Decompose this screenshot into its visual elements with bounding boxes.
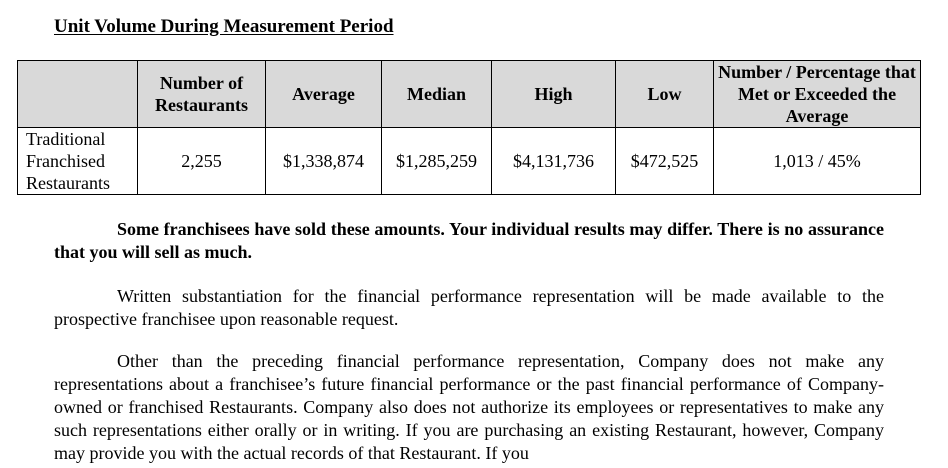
table-row <box>18 128 921 195</box>
unit-volume-table <box>17 60 921 195</box>
substantiation-paragraph <box>54 285 884 331</box>
cell-high: $4,131,736 <box>492 128 616 195</box>
disclaimer-paragraph <box>54 218 884 264</box>
cell-number-percentage: 1,013 / 45% <box>714 128 921 195</box>
cell-number-of-restaurants: 2,255 <box>138 128 266 195</box>
row-label: Traditional Franchised Restaurants <box>18 128 138 195</box>
header-average: Average <box>266 61 382 128</box>
section-heading: Unit Volume During Measurement Period <box>54 16 394 37</box>
header-number-percentage: Number / Percentage that Met or Exceeded the Average <box>714 61 921 128</box>
other-representations-paragraph <box>54 350 884 465</box>
cell-low: $472,525 <box>616 128 714 195</box>
header-cell-blank <box>18 61 138 128</box>
cell-median: $1,285,259 <box>382 128 492 195</box>
substantiation-text: Written substantiation for the financial performance representation will be made available to the prospective franchisee upon reasonable request. <box>54 286 884 329</box>
cell-average: $1,338,874 <box>266 128 382 195</box>
other-representations-text: Other than the preceding financial performance representation, Company does not make any representations about a franchisee’s future financial performance or the past financial performance of Company-owned or franchised Restaurants. Company also does not authorize its employees or representatives to make any such representations either orally or in writing. If you are purchasing an existing Restaurant, however, Company may provide you with the actual records of that Restaurant. If you <box>54 351 884 463</box>
header-number-of-restaurants: Number of Restaurants <box>138 61 266 128</box>
header-median: Median <box>382 61 492 128</box>
disclaimer-text: Some franchisees have sold these amounts. Your individual results may differ. There is no assurance that you will sell as much. <box>54 219 884 262</box>
table-header-row <box>18 61 921 128</box>
header-high: High <box>492 61 616 128</box>
header-low: Low <box>616 61 714 128</box>
